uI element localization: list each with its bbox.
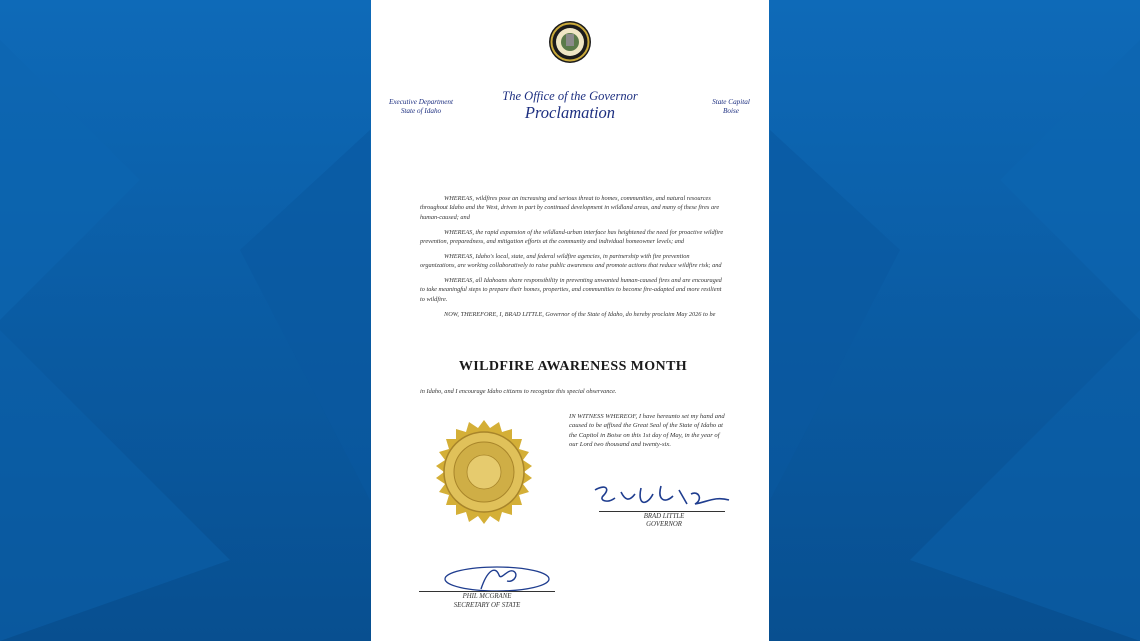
- executive-department-label: [373, 98, 469, 116]
- secretary-signature: [441, 561, 553, 595]
- secretary-title: SECRETARY OF STATE: [453, 602, 521, 609]
- hdr-right-line2: Boise: [723, 107, 739, 115]
- closing-statement: in Idaho, and I encourage Idaho citizens to recognize this special observance.: [420, 388, 617, 395]
- secretary-signature-line: [419, 591, 555, 592]
- gold-seal-icon: [432, 420, 536, 524]
- office-heading: The Office of the Governor: [502, 89, 638, 103]
- therefore-paragraph: NOW, THEREFORE, I, BRAD LITTLE, Governor of the State of Idaho, do hereby proclaim May 2026 to be: [444, 310, 716, 318]
- whereas-paragraph-1: WHEREAS, wildfires pose an increasing and serious threat to homes, communities, and natural resources throughout Idaho and the West, driven in part by continued development in wildland areas, and many of these fires are human-caused; and: [420, 195, 720, 221]
- hdr-left-line2: State of Idaho: [400, 107, 442, 115]
- governor-signature-line: [599, 511, 725, 512]
- hdr-left-line1: Executive Department: [388, 98, 454, 106]
- state-seal-icon: [548, 20, 592, 64]
- hdr-right-line1: State Capital: [712, 98, 750, 106]
- governor-name: BRAD LITTLE: [643, 513, 685, 520]
- whereas-paragraph-3: WHEREAS, Idaho's local, state, and federal wildfire agencies, in partnership with fire prevention organizations, are working collaboratively to raise public awareness and promote actions that reduce wildfire risk; and: [420, 252, 722, 270]
- proclamation-heading: Proclamation: [524, 103, 616, 122]
- governor-signature: [591, 480, 733, 514]
- whereas-paragraph-4: WHEREAS, all Idahoans share responsibility in preventing unwanted human-caused fires and are encouraged to take meaningful steps to prepare their homes, properties, and communities to become fire-adapted and more resilient to wildfire.: [420, 277, 722, 303]
- proclamation-title: WILDFIRE AWARENESS MONTH: [458, 359, 688, 374]
- secretary-name: PHIL MCGRANE: [462, 593, 512, 600]
- whereas-paragraph-2: WHEREAS, the rapid expansion of the wildland-urban interface has heightened the need for proactive wildfire prevention, preparedness, and mitigation efforts at the community and individual homeowner levels; and: [420, 228, 724, 246]
- witness-statement: IN WITNESS WHEREOF, I have hereunto set my hand and caused to be affixed the Great Seal of the State of Idaho at the Capitol in Boise on this 1st day of May, in the year of our Lord two thousand and twenty-six.: [569, 413, 725, 449]
- proclamation-document: [371, 0, 769, 641]
- proclamation-body: [420, 194, 726, 324]
- governor-title: GOVERNOR: [646, 521, 682, 528]
- state-capital-label: [689, 98, 773, 116]
